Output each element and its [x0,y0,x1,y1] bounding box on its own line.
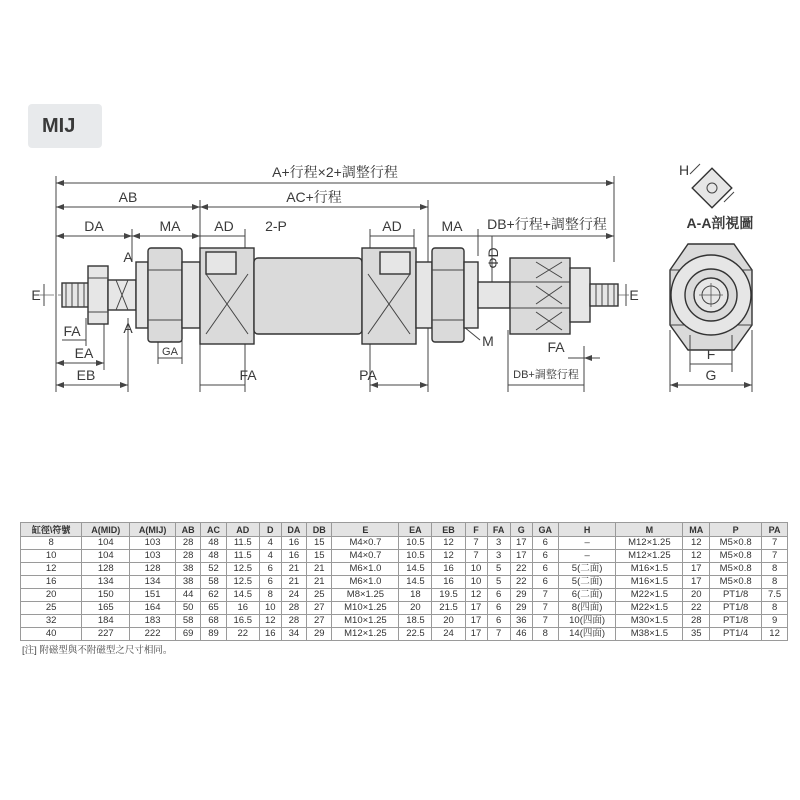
table-cell: 150 [82,589,130,602]
table-cell: 25 [307,589,332,602]
table-header-cell: A(MID) [82,523,130,537]
table-cell: 12.5 [226,576,259,589]
table-cell: – [558,537,616,550]
table-cell: M10×1.25 [332,602,399,615]
label-ad-left: AD [214,218,234,234]
label-m: M [482,333,494,349]
section-label-f: F [706,346,716,362]
table-cell: 12 [432,550,465,563]
table-cell: 27 [307,602,332,615]
table-cell: 38 [175,563,200,576]
table-cell: 17 [683,563,710,576]
table-cell: 7 [532,602,558,615]
table-cell: 11.5 [226,550,259,563]
table-cell: 8 [762,602,788,615]
table-cell: M12×1.25 [616,537,683,550]
table-cell: M5×0.8 [710,537,762,550]
table-cell: 14.5 [399,563,432,576]
table-cell: 7 [762,537,788,550]
table-cell: 22.5 [399,628,432,641]
table-cell: 16 [226,602,259,615]
label-ac: AC+行程 [286,189,342,205]
section-title: A-A剖視圖 [686,215,754,231]
table-cell: 7 [762,550,788,563]
dimension-table [20,522,788,641]
table-cell: 40 [21,628,82,641]
table-cell: 128 [130,563,176,576]
label-total-length: A+行程×2+調整行程 [272,164,398,180]
table-cell: 128 [82,563,130,576]
table-cell: 6 [532,550,558,563]
table-cell: 46 [510,628,532,641]
table-cell: 183 [130,615,176,628]
label-port: 2-P [265,218,287,234]
table-cell: PT1/4 [710,628,762,641]
label-a-top: A [123,249,133,265]
table-header-cell: DA [281,523,306,537]
table-cell: 32 [21,615,82,628]
label-ab: AB [118,189,138,205]
table-cell: 165 [82,602,130,615]
table-cell: 20 [399,602,432,615]
table-cell: 6 [532,576,558,589]
table-cell: 20 [683,589,710,602]
table-cell: 44 [175,589,200,602]
table-cell: 5(二面) [558,576,616,589]
table-cell: 10 [259,602,281,615]
table-header-cell: E [332,523,399,537]
table-cell: 16 [432,563,465,576]
label-ma-left: MA [159,218,181,234]
table-cell: 12 [465,589,487,602]
table-cell: 58 [201,576,226,589]
table-cell: M12×1.25 [616,550,683,563]
table-cell: 68 [201,615,226,628]
table-cell: 27 [307,615,332,628]
table-cell: 184 [82,615,130,628]
table-cell: 103 [130,550,176,563]
table-cell: 22 [510,576,532,589]
table-cell: 25 [21,602,82,615]
table-cell: 10(四面) [558,615,616,628]
table-cell: 3 [487,537,510,550]
label-db-bottom: DB+調整行程 [513,369,579,381]
table-header-cell: M [616,523,683,537]
table-header-cell: AC [201,523,226,537]
label-fa-left: FA [63,323,81,339]
table-cell: PT1/8 [710,589,762,602]
table-cell: M16×1.5 [616,576,683,589]
table-header-cell: 缸徑\符號 [21,523,82,537]
table-row [21,537,788,550]
table-cell: 6 [532,537,558,550]
table-cell: 21 [281,576,306,589]
table-cell: 28 [281,615,306,628]
table-cell: 104 [82,550,130,563]
table-cell: 21.5 [432,602,465,615]
table-cell: 7 [465,550,487,563]
table-cell: 12 [259,615,281,628]
table-row [21,628,788,641]
section-label-g: G [705,367,717,383]
table-cell: 16 [432,576,465,589]
table-header-cell: FA [487,523,510,537]
table-cell: 22 [226,628,259,641]
table-cell: 222 [130,628,176,641]
table-cell: 7 [487,628,510,641]
table-cell: 29 [510,602,532,615]
table-cell: 16 [259,628,281,641]
table-cell: M4×0.7 [332,550,399,563]
table-cell: M22×1.5 [616,589,683,602]
table-cell: 15 [307,550,332,563]
table-cell: 10 [465,576,487,589]
table-row [21,615,788,628]
table-cell: 5(二面) [558,563,616,576]
table-header-cell: AB [175,523,200,537]
table-cell: 28 [175,537,200,550]
table-cell: 6 [532,563,558,576]
table-cell: 16 [21,576,82,589]
table-cell: 7 [465,537,487,550]
table-cell: 17 [510,550,532,563]
table-cell: PT1/8 [710,615,762,628]
table-cell: 6 [487,615,510,628]
table-cell: 28 [281,602,306,615]
table-cell: 89 [201,628,226,641]
table-cell: 4 [259,550,281,563]
table-cell: M5×0.8 [710,550,762,563]
table-cell: 48 [201,550,226,563]
table-cell: M4×0.7 [332,537,399,550]
table-cell: M5×0.8 [710,576,762,589]
table-cell: 12 [21,563,82,576]
section-label-h: H [678,162,690,178]
table-cell: 5 [487,563,510,576]
table-cell: 21 [281,563,306,576]
table-cell: 164 [130,602,176,615]
table-cell: 17 [465,628,487,641]
label-a-bottom: A [123,320,133,336]
table-cell: 52 [201,563,226,576]
table-cell: 151 [130,589,176,602]
table-cell: 12 [683,537,710,550]
label-fa-mid: FA [239,367,257,383]
table-cell: 22 [683,602,710,615]
label-d: ΦD [485,247,501,269]
table-cell: 58 [175,615,200,628]
table-cell: 17 [465,602,487,615]
table-cell: 6 [259,576,281,589]
table-cell: 24 [432,628,465,641]
table-cell: 69 [175,628,200,641]
table-cell: 17 [465,615,487,628]
table-cell: 7 [532,615,558,628]
table-cell: 38 [175,576,200,589]
table-cell: 20 [432,615,465,628]
table-header-cell: G [510,523,532,537]
table-cell: 28 [683,615,710,628]
table-cell: M38×1.5 [616,628,683,641]
table-row [21,576,788,589]
table-cell: 12 [683,550,710,563]
table-cell: 7 [532,589,558,602]
table-cell: M10×1.25 [332,615,399,628]
table-cell: – [558,550,616,563]
table-header-cell: EA [399,523,432,537]
table-header-cell: A(MIJ) [130,523,176,537]
table-header-cell: AD [226,523,259,537]
table-cell: 8 [21,537,82,550]
table-cell: 104 [82,537,130,550]
label-ga: GA [162,346,178,358]
table-cell: 12 [432,537,465,550]
table-header-cell: D [259,523,281,537]
table-cell: 16 [281,550,306,563]
table-cell: 29 [510,589,532,602]
table-cell: 34 [281,628,306,641]
table-row [21,602,788,615]
table-cell: 12.5 [226,563,259,576]
table-cell: 6 [259,563,281,576]
table-cell: 6(二面) [558,589,616,602]
table-cell: 10 [21,550,82,563]
table-cell: 8 [762,576,788,589]
table-cell: M8×1.25 [332,589,399,602]
table-cell: 7.5 [762,589,788,602]
table-cell: 21 [307,563,332,576]
table-row [21,563,788,576]
label-pa: PA [359,367,377,383]
model-title: MIJ [42,115,76,137]
table-cell: 24 [281,589,306,602]
table-cell: 35 [683,628,710,641]
table-cell: 36 [510,615,532,628]
table-cell: 16.5 [226,615,259,628]
table-cell: 4 [259,537,281,550]
table-cell: 9 [762,615,788,628]
label-ma-right: MA [441,218,463,234]
table-row [21,589,788,602]
table-cell: M22×1.5 [616,602,683,615]
table-cell: 48 [201,537,226,550]
label-db: DB+行程+調整行程 [487,216,607,232]
table-header-cell: DB [307,523,332,537]
table-cell: 6 [487,602,510,615]
table-header-cell: EB [432,523,465,537]
table-note: [注] 附磁型與不附磁型之尺寸相同。 [22,645,173,656]
table-cell: 10 [465,563,487,576]
table-header-cell: MA [683,523,710,537]
table-cell: PT1/8 [710,602,762,615]
table-cell: 8 [532,628,558,641]
table-header-cell: P [710,523,762,537]
table-cell: 17 [683,576,710,589]
table-cell: 29 [307,628,332,641]
table-cell: 6 [487,589,510,602]
table-cell: 8 [762,563,788,576]
table-cell: 28 [175,550,200,563]
table-header-cell: GA [532,523,558,537]
label-ea: EA [74,345,94,361]
table-header-cell: H [558,523,616,537]
label-e-left: E [31,287,41,303]
label-eb: EB [76,367,96,383]
table-cell: M6×1.0 [332,563,399,576]
table-cell: 18.5 [399,615,432,628]
label-da: DA [84,218,104,234]
table-body [21,537,788,641]
table-cell: M6×1.0 [332,576,399,589]
table-cell: 8(四面) [558,602,616,615]
table-cell: 12 [762,628,788,641]
table-cell: 18 [399,589,432,602]
table-cell: 5 [487,576,510,589]
table-cell: 22 [510,563,532,576]
label-ad-right: AD [382,218,402,234]
table-cell: 10.5 [399,550,432,563]
table-cell: M5×0.8 [710,563,762,576]
table-cell: M30×1.5 [616,615,683,628]
table-cell: 227 [82,628,130,641]
table-cell: 50 [175,602,200,615]
table-cell: 14.5 [226,589,259,602]
table-cell: 21 [307,576,332,589]
label-e-right: E [629,287,639,303]
table-cell: M12×1.25 [332,628,399,641]
table-row [21,550,788,563]
table-cell: 16 [281,537,306,550]
label-fa-right: FA [547,339,565,355]
table-cell: 15 [307,537,332,550]
table-cell: 8 [259,589,281,602]
table-header-cell: PA [762,523,788,537]
table-cell: 62 [201,589,226,602]
table-cell: 10.5 [399,537,432,550]
table-cell: 17 [510,537,532,550]
table-cell: 11.5 [226,537,259,550]
table-cell: 14.5 [399,576,432,589]
table-header-cell: F [465,523,487,537]
table-cell: 20 [21,589,82,602]
table-cell: M16×1.5 [616,563,683,576]
table-header-row [21,523,788,537]
table-cell: 134 [130,576,176,589]
table-cell: 65 [201,602,226,615]
table-cell: 19.5 [432,589,465,602]
table-cell: 14(四面) [558,628,616,641]
table-cell: 103 [130,537,176,550]
table-cell: 3 [487,550,510,563]
table-cell: 134 [82,576,130,589]
